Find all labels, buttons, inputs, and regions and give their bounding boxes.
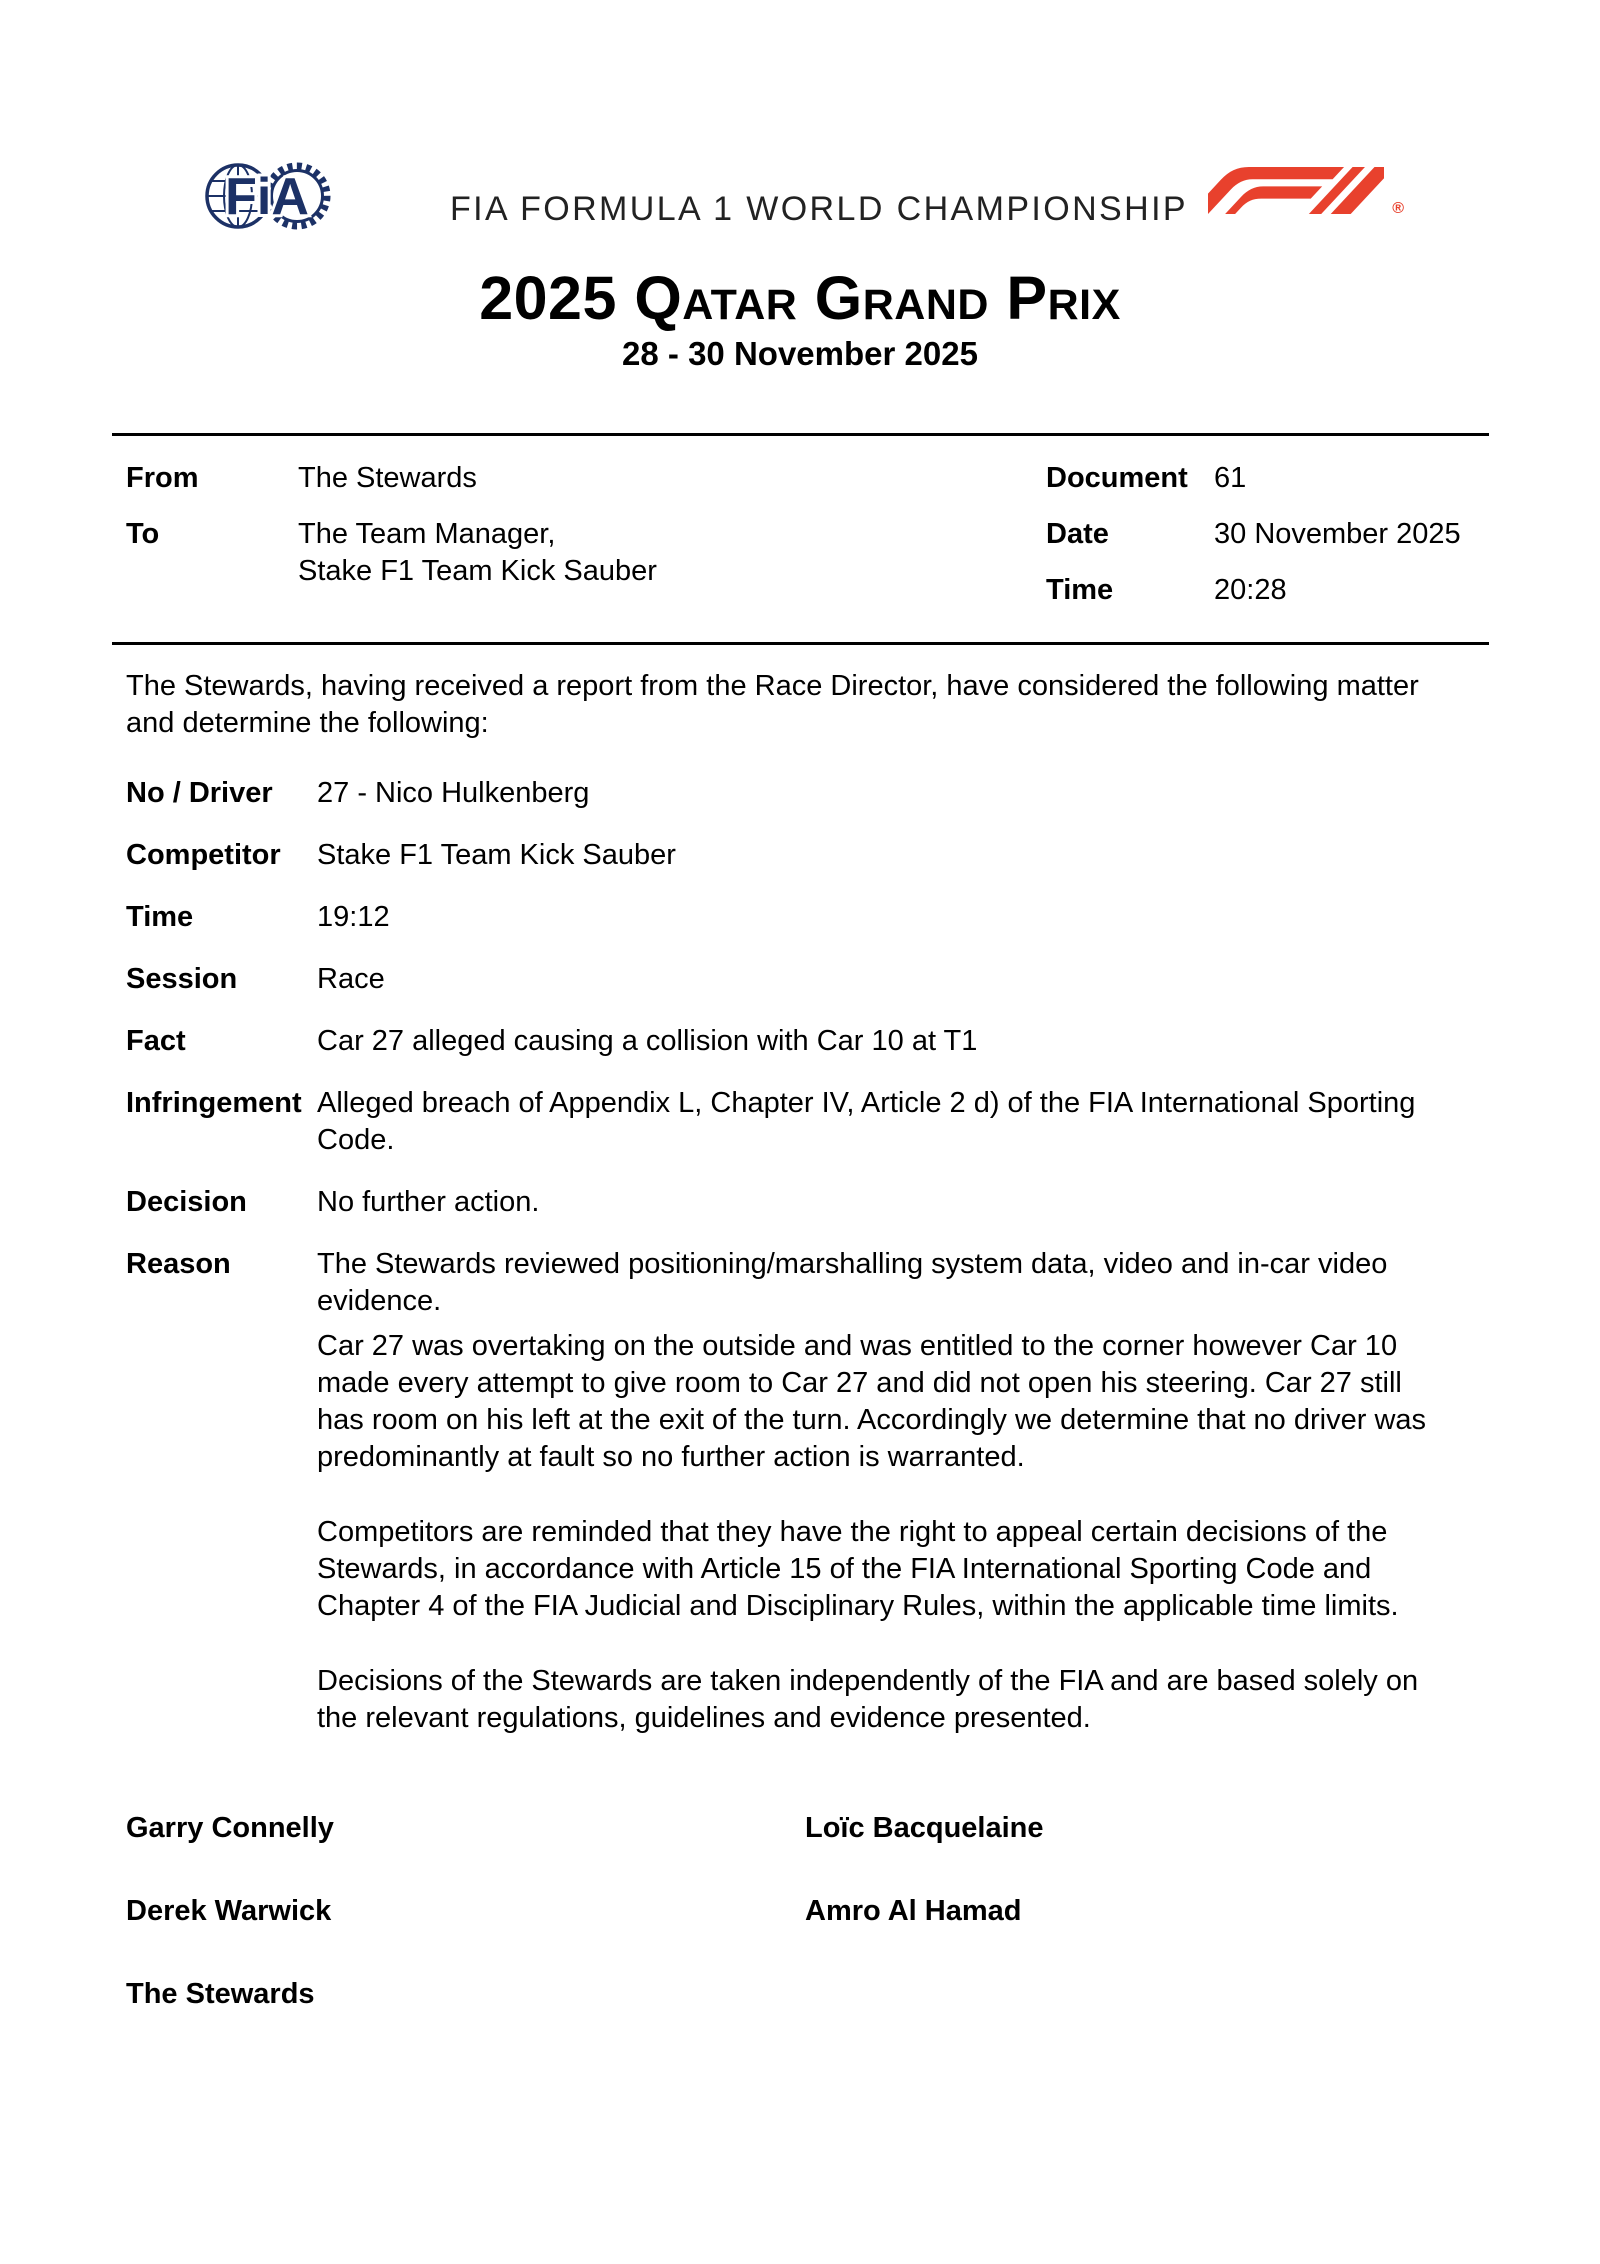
reason-value bbox=[317, 1246, 1489, 1737]
date-label: Date bbox=[1046, 518, 1109, 550]
session-label: Session bbox=[126, 963, 238, 995]
decision-label: Decision bbox=[126, 1186, 247, 1218]
steward-name-amro-al-hamad: Amro Al Hamad bbox=[805, 1895, 1022, 1927]
infringement-label: Infringement bbox=[126, 1087, 302, 1119]
document-label: Document bbox=[1046, 462, 1188, 494]
session-value: Race bbox=[317, 963, 385, 995]
reason-paragraph-2: Car 27 was overtaking on the outside and was entitled to the corner however Car 10 made every attempt to give room to Car 27 and did not open his steering. Car 27 still has room on his left at the exit of the turn. Accordingly we determine that no driver was predominantly at fault so no further action is warranted. bbox=[317, 1330, 1427, 1473]
field-row-no-driver bbox=[126, 775, 1489, 812]
time-label: Time bbox=[1046, 574, 1114, 606]
field-row-competitor bbox=[126, 837, 1489, 874]
reason-label: Reason bbox=[126, 1248, 231, 1280]
field-row-decision bbox=[126, 1184, 1489, 1221]
from-value: The Stewards bbox=[298, 462, 477, 494]
to-value bbox=[298, 516, 657, 590]
fact-value: Car 27 alleged causing a collision with Car 10 at T1 bbox=[317, 1025, 978, 1057]
meta-document-date-time bbox=[1046, 460, 1461, 609]
time-field-label: Time bbox=[126, 901, 194, 933]
signature-footer: The Stewards bbox=[126, 1978, 315, 2010]
f1-logo-icon bbox=[1208, 167, 1404, 217]
event-title: 2025 Qatar Grand Prix bbox=[479, 264, 1121, 332]
field-row-time bbox=[126, 899, 1489, 936]
steward-name-loic-bacquelaine: Loïc Bacquelaine bbox=[805, 1812, 1044, 1844]
to-value-line2: Stake F1 Team Kick Sauber bbox=[298, 555, 657, 587]
meta-table bbox=[112, 433, 1489, 645]
reason-paragraph-4: Decisions of the Stewards are taken independently of the FIA and are based solely on the relevant regulations, guidelines and evidence presented. bbox=[317, 1665, 1419, 1734]
championship-title: FIA FORMULA 1 WORLD CHAMPIONSHIP bbox=[450, 190, 1189, 228]
time-value: 20:28 bbox=[1214, 574, 1287, 606]
to-value-line1: The Team Manager, bbox=[298, 518, 556, 550]
field-row-fact bbox=[126, 1023, 1489, 1060]
document-value: 61 bbox=[1214, 462, 1247, 494]
signatures-block bbox=[126, 1810, 1044, 2013]
time-field-value: 19:12 bbox=[317, 901, 390, 933]
from-label: From bbox=[126, 462, 199, 494]
signature-row-2 bbox=[126, 1893, 1044, 1930]
competitor-label: Competitor bbox=[126, 839, 281, 871]
field-row-reason bbox=[126, 1246, 1489, 1737]
meta-from-to bbox=[126, 460, 657, 590]
fia-logo-icon bbox=[205, 148, 331, 244]
no-driver-label: No / Driver bbox=[126, 777, 273, 809]
decision-value: No further action. bbox=[317, 1186, 540, 1218]
to-label: To bbox=[126, 518, 160, 550]
date-value: 30 November 2025 bbox=[1214, 518, 1461, 550]
fia-logo-letters: FiA bbox=[225, 168, 309, 226]
title-block bbox=[0, 266, 1600, 373]
infringement-value: Alleged breach of Appendix L, Chapter IV, Article 2 d) of the FIA International Sporting Code. bbox=[317, 1087, 1416, 1156]
competitor-value: Stake F1 Team Kick Sauber bbox=[317, 839, 676, 871]
fact-label: Fact bbox=[126, 1025, 186, 1057]
no-driver-value: 27 - Nico Hulkenberg bbox=[317, 777, 590, 809]
field-row-infringement bbox=[126, 1085, 1489, 1159]
steward-name-garry-connelly: Garry Connelly bbox=[126, 1812, 334, 1844]
intro-paragraph: The Stewards, having received a report from the Race Director, have considered the following matter and determine the following: bbox=[126, 670, 1419, 739]
reason-paragraph-1: The Stewards reviewed positioning/marshalling system data, video and in-car video evidence. bbox=[317, 1248, 1388, 1317]
reason-paragraph-3: Competitors are reminded that they have the right to appeal certain decisions of the Stewards, in accordance with Article 15 of the FIA International Sporting Code and Chapter 4 of the FIA Judicial and Disciplinary Rules, within the applicable time limits. bbox=[317, 1516, 1399, 1622]
steward-name-derek-warwick: Derek Warwick bbox=[126, 1895, 332, 1927]
field-row-session bbox=[126, 961, 1489, 998]
document-body bbox=[112, 668, 1489, 1762]
f1-registered-mark: ® bbox=[1392, 200, 1404, 217]
signature-row-1 bbox=[126, 1810, 1044, 1847]
event-dates: 28 - 30 November 2025 bbox=[622, 335, 978, 373]
